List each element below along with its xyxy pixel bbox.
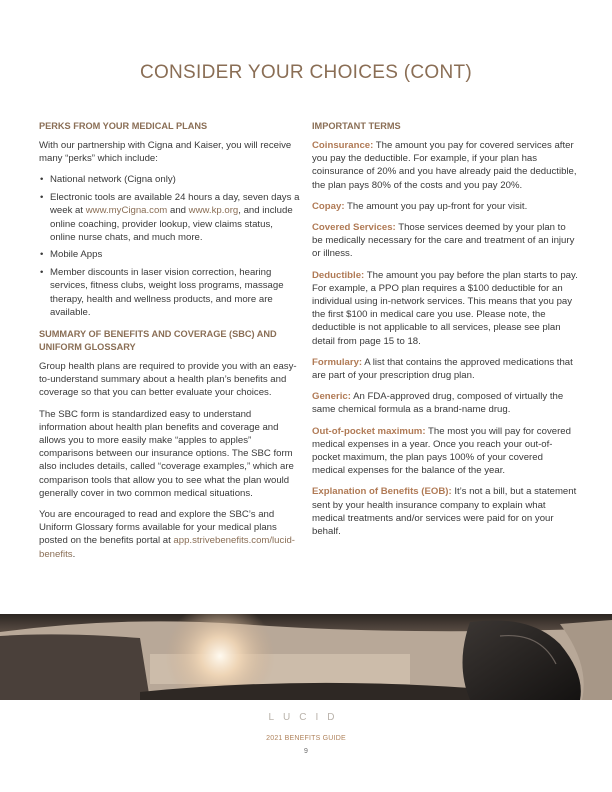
left-column <box>39 120 301 569</box>
term-entry <box>312 356 578 382</box>
mycigna-link[interactable]: www.myCigna.com <box>85 205 168 217</box>
car-interior-photo <box>0 614 612 700</box>
term-label: Formulary: <box>312 356 363 368</box>
term-definition: It’s not a bill, but a statement sent by your health insurance company to explain what medical treatments and/or services were paid for on your behalf. <box>312 486 577 538</box>
term-label: Deductible: <box>312 269 365 281</box>
list-item: • Mobile Apps <box>50 248 301 261</box>
term-definition: Those services deemed by your plan to be medically necessary for the care and treatment of an injury or illness. <box>312 222 575 260</box>
sbc-paragraph-2: The SBC form is standardized easy to understand information about health plan benefits and coverage and allows you to more easily make “apples to apples” comparisons between our insurance options. The SBC form also includes details, called “coverage examples,” which are comparison tools that allow you to see what the plan would generally cover in two common medical situations. <box>39 408 294 499</box>
term-label: Copay: <box>312 200 345 212</box>
footer-guide-title: 2021 BENEFITS GUIDE <box>266 735 346 742</box>
benefits-portal-link[interactable]: app.strivebenefits.com/lucid-benefits <box>39 535 295 560</box>
list-item: • Electronic tools are available 24 hours a day, seven days a week at www.myCigna.com and www.kp.org, and include online coaching, provider lookup, view claims status, online nurse chats, and much more. <box>50 191 301 244</box>
term-entry <box>312 269 578 348</box>
term-definition: The most you will pay for covered medical expenses in a year. Once you reach your out-of-pocket maximum, the plan pays 100% of your covered medical expenses for the balance of the year. <box>312 425 571 477</box>
list-item: • National network (Cigna only) <box>50 173 301 186</box>
term-entry <box>312 390 578 416</box>
list-item: • Member discounts in laser vision correction, hearing services, fitness clubs, weight loss programs, massage therapy, health and wellness products, and more are available. <box>50 266 301 319</box>
term-definition: The amount you pay before the plan starts to pay. For example, a PPO plan requires a $100 deductible for an individual using in-network services. This means that you pay the first $100 in medical care you use. Please note, the deductible is not applicable to all services, please see plan detail from page 15 to 18. <box>312 269 578 347</box>
term-entry <box>312 139 578 192</box>
page-title: CONSIDER YOUR CHOICES (CONT) <box>139 62 473 83</box>
perks-heading: PERKS FROM YOUR MEDICAL PLANS <box>39 121 208 131</box>
term-definition: The amount you pay for covered services after you pay the deductible. For example, if your plan has coinsurance of 20% and you have already paid the deductible, the plan pays 80% of the costs and you pay 20%. <box>312 140 577 191</box>
terms-heading: IMPORTANT TERMS <box>312 121 401 131</box>
sbc-heading: SUMMARY OF BENEFITS AND COVERAGE (SBC) AND UNIFORM GLOSSARY <box>39 328 277 352</box>
term-label: Explanation of Benefits (EOB): <box>312 486 452 498</box>
perks-list <box>39 173 301 319</box>
kp-link[interactable]: www.kp.org <box>188 205 239 217</box>
page-number: 9 <box>304 748 308 755</box>
term-label: Coinsurance: <box>312 140 374 151</box>
term-entry <box>312 485 578 538</box>
lucid-logo: LUCID <box>268 712 344 723</box>
term-entry <box>312 425 578 478</box>
perks-intro: With our partnership with Cigna and Kaiser, you will receive many “perks” which include: <box>39 140 292 165</box>
term-label: Generic: <box>312 391 351 403</box>
sbc-paragraph-1: Group health plans are required to provide you with an easy-to-understand summary about a health plan’s benefits and coverage so that you can better evaluate your choices. <box>39 360 297 399</box>
term-entry <box>312 221 578 261</box>
right-column <box>312 120 578 546</box>
term-definition: A list that contains the approved medications that are part of your prescription drug plan. <box>312 356 573 382</box>
term-label: Out-of-pocket maximum: <box>312 425 426 437</box>
term-label: Covered Services: <box>312 222 396 234</box>
term-entry <box>312 200 578 213</box>
sbc-paragraph-3: You are encouraged to read and explore the SBC’s and Uniform Glossary forms available for your medical plans posted on the benefits portal at app.strivebenefits.com/lucid-benefits. <box>39 508 295 560</box>
car-interior-illustration <box>0 614 612 700</box>
term-definition: The amount you pay up-front for your visit. <box>344 200 528 212</box>
term-definition: An FDA-approved drug, composed of virtually the same chemical formula as a brand-name drug. <box>312 391 564 416</box>
